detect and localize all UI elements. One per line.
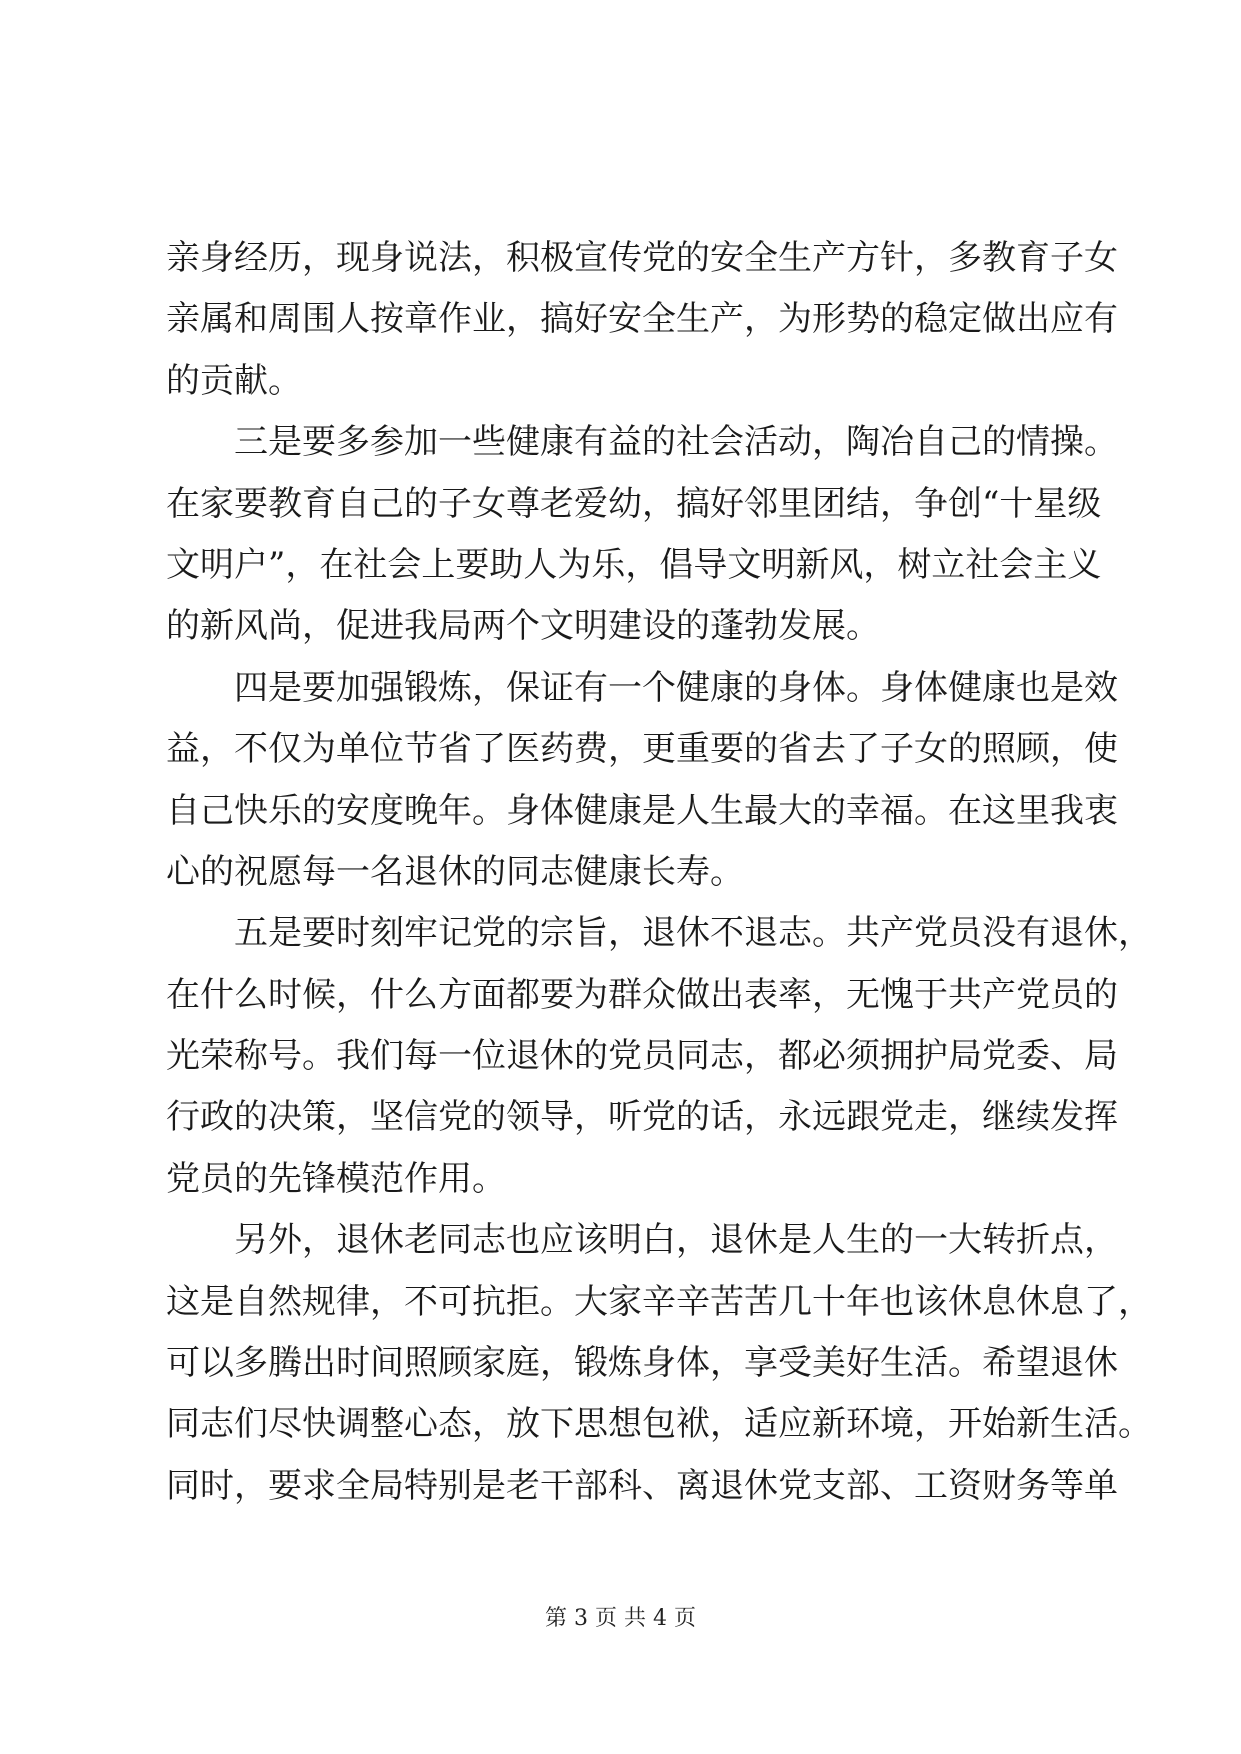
text-line: 文明户”，在社会上要助人为乐，倡导文明新风，树立社会主义 [166,544,1102,585]
text-line: 心的祝愿每一名退休的同志健康长寿。 [166,851,744,892]
text-line: 自己快乐的安度晚年。身体健康是人生最大的幸福。在这里我衷 [166,790,1118,831]
text-line: 益，不仅为单位节省了医药费，更重要的省去了子女的照顾，使 [166,729,1118,770]
page-footer: 第 3 页 共 4 页 [545,1606,696,1631]
text-line: 党员的先锋模范作用。 [166,1158,506,1199]
text-line: 亲身经历，现身说法，积极宣传党的安全生产方针，多教育子女 [166,238,1118,278]
text-line: 在家要教育自己的子女尊老爱幼，搞好邻里团结，争创“十星级 [166,483,1102,524]
text-line: 同时，要求全局特别是老干部科、离退休党支部、工资财务等单 [166,1465,1118,1506]
text-line: 同志们尽快调整心态，放下思想包袱，适应新环境，开始新生活。 [166,1404,1152,1445]
text-line: 另外，退休老同志也应该明白，退休是人生的一大转折点， [234,1220,1118,1261]
text-line: 四是要加强锻炼，保证有一个健康的身体。身体健康也是效 [234,667,1118,708]
text-line: 的贡献。 [166,360,302,401]
text-line: 的新风尚，促进我局两个文明建设的蓬勃发展。 [166,606,880,647]
document-body [166,228,1152,1517]
text-line: 三是要多参加一些健康有益的社会活动，陶冶自己的情操。 [234,422,1118,463]
text-line: 这是自然规律，不可抗拒。大家辛辛苦苦几十年也该休息休息了， [166,1281,1152,1322]
text-line: 五是要时刻牢记党的宗旨，退休不退志。共产党员没有退休， [234,913,1152,954]
text-line: 行政的决策，坚信党的领导，听党的话，永远跟党走，继续发挥 [166,1097,1118,1138]
text-line: 亲属和周围人按章作业，搞好安全生产，为形势的稳定做出应有 [166,299,1118,340]
text-line: 在什么时候，什么方面都要为群众做出表率，无愧于共产党员的 [166,974,1118,1015]
text-line: 可以多腾出时间照顾家庭，锻炼身体，享受美好生活。希望退休 [166,1343,1118,1384]
text-line: 光荣称号。我们每一位退休的党员同志，都必须拥护局党委、局 [166,1036,1118,1077]
